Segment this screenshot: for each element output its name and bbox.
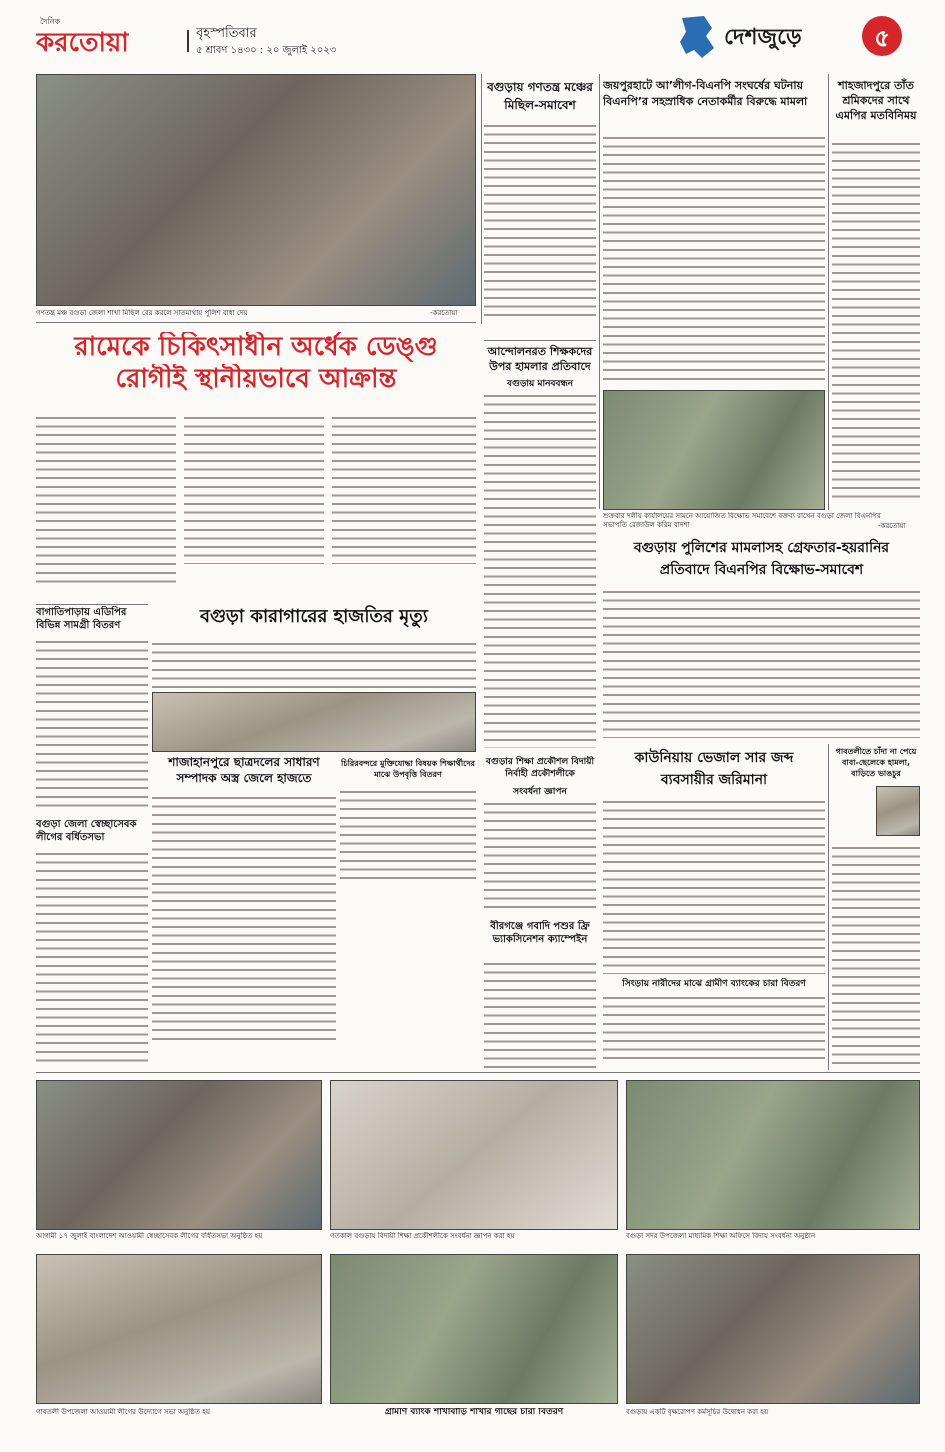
prison-article bbox=[152, 604, 476, 752]
shahjadpur-body bbox=[832, 140, 920, 500]
singra-headline[interactable]: সিংড়ায় নারীদের মাঝে গ্রামীণ ব্যাংকের চারা বিতরণ bbox=[622, 979, 806, 989]
teachers-subhead: বগুড়ায় মানববন্ধন bbox=[507, 379, 573, 389]
gabtali-article bbox=[832, 746, 920, 1068]
section-rule bbox=[484, 340, 596, 341]
bottom-photo-4[interactable] bbox=[36, 1254, 322, 1404]
chhatradal-headline[interactable]: শাজাহানপুরে ছাত্রদলের সাধারণ সম্পাদক অস্ত্র জেলে হাজতে bbox=[168, 755, 320, 785]
paper-name[interactable]: করতোয়া bbox=[36, 28, 129, 58]
police-headline-line1[interactable]: বগুড়ায় পুলিশের মামলাসহ গ্রেফতার-হয়রানির bbox=[633, 540, 890, 556]
rally-credit: -করতোয়া bbox=[430, 309, 458, 317]
bottom-caption-3: বগুড়া সদর উপজেলা মাধ্যমিক শিক্ষা অফিসে বিদায় সংবর্ধনা অনুষ্ঠান bbox=[626, 1232, 816, 1240]
bnp-rally-photo[interactable] bbox=[603, 390, 825, 510]
bottom-caption-6: বগুড়ায় একটি বৃক্ষরোপণ কর্মসূচির উদ্বোধন করা হয় bbox=[626, 1408, 769, 1416]
teachers-article bbox=[484, 344, 596, 754]
section-rule bbox=[36, 322, 476, 323]
bottom-photo-5[interactable] bbox=[330, 1254, 618, 1404]
swechha-headline[interactable]: বগুড়া জেলা স্বেচ্ছাসেবক লীগের বর্ধিতসভা bbox=[36, 819, 137, 843]
rally-article bbox=[484, 78, 596, 328]
bottom-photo-6[interactable] bbox=[626, 1254, 920, 1404]
dengue-body-col2 bbox=[184, 414, 324, 564]
dengue-headline-line1[interactable]: রামেকে চিকিৎসাধীন অর্ধেক ডেঙ্গু bbox=[74, 332, 438, 362]
bottom-caption-4: গাবতলী উপজেলা আওয়ামী লীগের উদ্যোগে সভা অনুষ্ঠিত হয় bbox=[36, 1408, 211, 1416]
police-body bbox=[603, 588, 920, 738]
vaccine-article bbox=[484, 920, 596, 1070]
education-subhead: সংবর্ধনা জ্ঞাপন bbox=[513, 787, 567, 797]
singra-article bbox=[603, 978, 825, 1068]
police-article bbox=[603, 538, 920, 742]
section-banner bbox=[676, 14, 914, 60]
page-number-badge bbox=[862, 16, 902, 56]
column-rule bbox=[599, 74, 600, 509]
paper-name-small: দৈনিক bbox=[40, 17, 61, 26]
baghatipara-body bbox=[36, 638, 148, 808]
rally-photo[interactable] bbox=[36, 74, 476, 306]
bottom-photo-1[interactable] bbox=[36, 1080, 322, 1230]
bottom-caption-2: গতকাল বগুড়ায় বিদায়ী শিক্ষা প্রকৌশলীকে সংবর্ধনা জ্ঞাপন করা হয় bbox=[330, 1232, 515, 1240]
joypurhat-headline[interactable]: জয়পুরহাটে আ’লীগ-বিএনপি সংঘর্ষের ঘটনায় বিএনপি’র সহস্রাধিক নেতাকর্মীর বিরুদ্ধে মামলা bbox=[603, 79, 808, 108]
issue-day: বৃহস্পতিবার bbox=[196, 26, 257, 41]
dengue-body-col3 bbox=[332, 414, 476, 564]
chhatradal-article bbox=[152, 754, 336, 1046]
prison-body bbox=[152, 640, 476, 688]
masthead-divider bbox=[187, 30, 189, 52]
baghatipara-article bbox=[36, 606, 148, 816]
teachers-body bbox=[484, 392, 596, 748]
shahjadpur-headline[interactable]: শাহজাদপুরে তাঁত শ্রমিকদের সাথে এমপির মতবিনিময় bbox=[835, 79, 917, 122]
kaunia-headline-line2[interactable]: ব্যবসায়ীর জরিমানা bbox=[660, 772, 768, 788]
joypurhat-body bbox=[603, 134, 825, 384]
education-body bbox=[484, 800, 596, 910]
bottom-caption-1: আগামী ১৭ জুলাই বাংলাদেশ আওয়ামী স্বেচ্ছাসেবক লীগের বর্ধিতসভা অনুষ্ঠিত হয় bbox=[36, 1232, 263, 1240]
teachers-headline[interactable]: আন্দোলনরত শিক্ষকদের উপর হামলার প্রতিবাদে bbox=[487, 345, 593, 373]
joypurhat-article bbox=[603, 78, 825, 388]
gabtali-body bbox=[832, 844, 920, 1064]
page-number: ৫ bbox=[874, 24, 890, 52]
shahjadpur-article bbox=[832, 78, 920, 508]
bnp-photo-credit: -করতোয়া bbox=[878, 522, 906, 530]
freedom-headline[interactable]: চিরিরবন্দরে মুক্তিযোদ্ধা বিষয়ক শিক্ষার্থীদের মাঝে উপবৃত্তি বিতরণ bbox=[341, 759, 475, 779]
column-rule bbox=[828, 744, 829, 1070]
swechha-article bbox=[36, 818, 148, 1068]
section-name[interactable]: দেশজুড়ে bbox=[724, 25, 802, 50]
dengue-headline-line2[interactable]: রোগীই স্থানীয়ভাবে আক্রান্ত bbox=[115, 364, 397, 394]
dengue-body-col1 bbox=[36, 414, 176, 586]
masthead bbox=[0, 0, 945, 68]
bottom-photo-2[interactable] bbox=[330, 1080, 618, 1230]
gabtali-photo[interactable] bbox=[876, 786, 920, 836]
freedom-article bbox=[340, 758, 476, 888]
vaccine-headline[interactable]: বীরগঞ্জে গবাদি পশুর ফ্রি ভ্যাকসিনেশন ক্যাম্পেইন bbox=[490, 921, 590, 945]
graminbank-headline[interactable]: গ্রামীণ ব্যাংক শাখাবাড়ি শাখার গাছের চারা বিতরণ bbox=[384, 1408, 564, 1417]
section-rule bbox=[36, 604, 148, 605]
column-rule bbox=[828, 74, 829, 510]
dengue-article bbox=[36, 326, 476, 602]
issue-date: ৫ শ্রাবণ ১৪৩০ : ২০ জুলাই ২০২৩ bbox=[196, 45, 337, 56]
chhatradal-body bbox=[152, 794, 336, 1042]
section-rule bbox=[36, 1072, 920, 1073]
police-headline-line2[interactable]: প্রতিবাদে বিএনপির বিক্ষোভ-সমাবেশ bbox=[659, 562, 864, 578]
rally-caption: গণতন্ত্র মঞ্চ বগুড়া জেলা শাখা মিছিল বের করলে সাতমাথায় পুলিশ বাধা দেয় bbox=[36, 309, 248, 317]
kaunia-headline-line1[interactable]: কাউনিয়ায় ভেজাল সার জব্দ bbox=[634, 750, 794, 766]
column-rule bbox=[481, 74, 482, 324]
prison-headline[interactable]: বগুড়া কারাগারের হাজতির মৃত্যু bbox=[200, 606, 428, 627]
rally-body bbox=[484, 122, 596, 322]
baghatipara-headline[interactable]: বাগাতিপাড়ায় এডিপির বিভিন্ন সামগ্রী বিতরণ bbox=[36, 607, 127, 631]
swechha-body bbox=[36, 850, 148, 1064]
kaunia-article bbox=[603, 746, 825, 976]
vaccine-body bbox=[484, 960, 596, 1068]
kaunia-body bbox=[603, 798, 825, 974]
rally-headline[interactable]: বগুড়ায় গণতন্ত্র মঞ্চের মিছিল-সমাবেশ bbox=[487, 80, 593, 112]
bottom-photo-3[interactable] bbox=[626, 1080, 920, 1230]
education-headline[interactable]: বগুড়ার শিক্ষা প্রকৌশল বিদায়ী নির্বাহী প্রকৌশলীকে bbox=[485, 757, 595, 779]
prison-article-photo[interactable] bbox=[152, 692, 476, 752]
education-article bbox=[484, 756, 596, 916]
freedom-body bbox=[340, 788, 476, 884]
bangladesh-map-icon bbox=[676, 14, 716, 60]
gabtali-headline[interactable]: গাবতলীতে চাঁদা না পেয়ে বাবা-ছেলেকে হামলা, বাড়িতে ভাঙচুর bbox=[835, 747, 917, 778]
singra-body bbox=[603, 994, 825, 1064]
bnp-photo-caption: শুক্রবার দলীয় কার্যালয়ের সামনে আয়োজিত বিক্ষোভ সমাবেশে বক্তব্য রাখেন বগুড়া জেলা বিএনপির সভাপতি রেজাউল করিম বাদশা bbox=[603, 512, 881, 529]
